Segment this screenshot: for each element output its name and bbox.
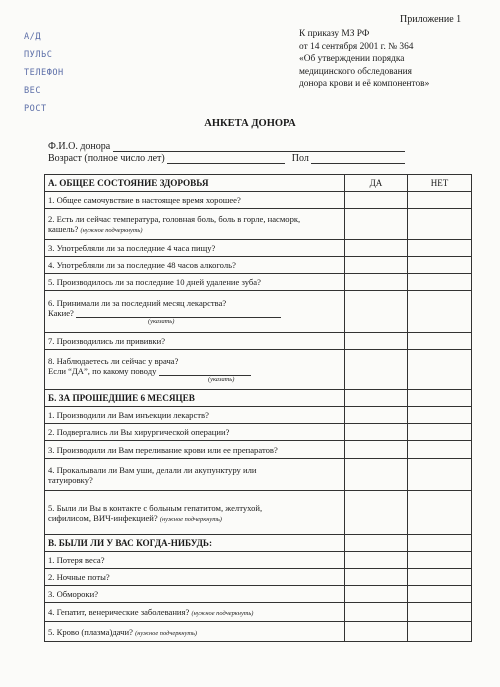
question-line: 5. Были ли Вы в контакте с больным гепатитом, желтухой, bbox=[48, 502, 263, 513]
question-row bbox=[45, 586, 472, 603]
question-line: 4. Гепатит, венерические заболевания? bbox=[48, 607, 190, 617]
question-line: 8. Наблюдаетесь ли сейчас у врача? bbox=[48, 356, 179, 366]
question-text bbox=[45, 491, 345, 535]
no-answer-cell[interactable] bbox=[408, 291, 472, 333]
questionnaire-table bbox=[44, 174, 472, 642]
specify-note: (указать) bbox=[148, 318, 175, 325]
no-answer-cell[interactable] bbox=[408, 586, 472, 603]
hint-note: (нужное подчеркнуть) bbox=[159, 515, 222, 523]
no-answer-cell[interactable] bbox=[408, 257, 472, 274]
hint-note: (нужное подчеркнуть) bbox=[80, 227, 143, 234]
question-line: сифилисом, ВИЧ-инфекцией? bbox=[48, 512, 158, 523]
question-row bbox=[45, 603, 472, 622]
question-text bbox=[45, 569, 345, 586]
question-text bbox=[45, 240, 345, 257]
specify-note: (указать) bbox=[208, 376, 235, 383]
order-line: от 14 сентября 2001 г. № 364 bbox=[299, 41, 414, 52]
question-row bbox=[45, 350, 472, 390]
no-answer-cell[interactable] bbox=[408, 603, 472, 622]
question-line: 4. Прокалывали ли Вам уши, делали ли акупунктуру или bbox=[48, 464, 257, 475]
question-line: 5. Производилось ли за последние 10 дней удаление зуба? bbox=[48, 277, 261, 287]
question-text bbox=[45, 350, 345, 390]
no-answer-cell[interactable] bbox=[408, 209, 472, 240]
hint-note: (нужное подчеркнуть) bbox=[135, 629, 198, 637]
question-text bbox=[45, 333, 345, 350]
section-blank-cell bbox=[408, 535, 472, 552]
question-line: А. ОБЩЕЕ СОСТОЯНИЕ ЗДОРОВЬЯ bbox=[48, 178, 209, 188]
question-row bbox=[45, 192, 472, 209]
question-line: 1. Общее самочувствие в настоящее время хорошее? bbox=[48, 195, 241, 205]
no-answer-cell[interactable] bbox=[408, 407, 472, 424]
no-answer-cell[interactable] bbox=[408, 441, 472, 459]
question-line: Б. ЗА ПРОШЕДШИЕ 6 МЕСЯЦЕВ bbox=[48, 393, 195, 403]
no-answer-cell[interactable] bbox=[408, 274, 472, 291]
no-answer-cell[interactable] bbox=[408, 491, 472, 535]
no-answer-cell[interactable] bbox=[408, 333, 472, 350]
yes-answer-cell[interactable] bbox=[345, 424, 408, 441]
yes-answer-cell[interactable] bbox=[345, 569, 408, 586]
question-text bbox=[45, 459, 345, 491]
section-title bbox=[45, 175, 345, 192]
question-text bbox=[45, 441, 345, 459]
question-row bbox=[45, 622, 472, 642]
yes-answer-cell[interactable] bbox=[345, 407, 408, 424]
question-line: 2. Подвергались ли Вы хирургической операции? bbox=[48, 427, 230, 437]
sex-input-line[interactable] bbox=[311, 153, 405, 164]
order-reference bbox=[299, 28, 429, 91]
question-row bbox=[45, 274, 472, 291]
sex-label: Пол bbox=[291, 153, 309, 164]
name-label: Ф.И.О. донора bbox=[48, 141, 111, 152]
question-line: Какие? bbox=[48, 308, 74, 318]
question-row bbox=[45, 424, 472, 441]
question-row bbox=[45, 407, 472, 424]
vitals-stamp bbox=[24, 28, 64, 118]
question-row bbox=[45, 240, 472, 257]
section-row bbox=[45, 390, 472, 407]
question-line: 6. Принимали ли за последний месяц лекарства? bbox=[48, 298, 227, 308]
question-row bbox=[45, 257, 472, 274]
question-row bbox=[45, 459, 472, 491]
question-line: 3. Производили ли Вам переливание крови или ее препаратов? bbox=[48, 444, 278, 455]
question-line: 5. Кровo (плазма)дачи? bbox=[48, 626, 133, 637]
question-line: татуировку? bbox=[48, 474, 93, 485]
section-blank-cell bbox=[408, 390, 472, 407]
form-title: АНКЕТА ДОНОРА bbox=[204, 118, 296, 129]
yes-answer-cell[interactable] bbox=[345, 192, 408, 209]
order-line: К приказу МЗ РФ bbox=[299, 29, 370, 39]
hint-note: (нужное подчеркнуть) bbox=[191, 610, 254, 617]
order-line: медицинского обследования bbox=[299, 66, 412, 77]
no-column-header: НЕТ bbox=[408, 175, 472, 192]
question-row bbox=[45, 291, 472, 333]
section-title bbox=[45, 390, 345, 407]
no-answer-cell[interactable] bbox=[408, 192, 472, 209]
question-row bbox=[45, 569, 472, 586]
yes-answer-cell[interactable] bbox=[345, 350, 408, 390]
section-row bbox=[45, 535, 472, 552]
section-blank-cell bbox=[345, 535, 408, 552]
question-line: кашель? bbox=[48, 224, 79, 234]
answer-input-line[interactable] bbox=[76, 308, 281, 318]
question-text bbox=[45, 424, 345, 441]
question-row bbox=[45, 209, 472, 240]
stamp-line-pulse: ПУЛЬС bbox=[24, 50, 53, 60]
no-answer-cell[interactable] bbox=[408, 424, 472, 441]
question-text bbox=[45, 209, 345, 240]
question-text bbox=[45, 291, 345, 333]
yes-answer-cell[interactable] bbox=[345, 257, 408, 274]
question-text bbox=[45, 586, 345, 603]
question-text bbox=[45, 552, 345, 569]
name-input-line[interactable] bbox=[113, 141, 405, 152]
question-line: В. БЫЛИ ЛИ У ВАС КОГДА-НИБУДЬ: bbox=[48, 538, 213, 548]
question-row bbox=[45, 441, 472, 459]
no-answer-cell[interactable] bbox=[408, 622, 472, 642]
stamp-line-weight: ВЕС bbox=[24, 86, 42, 96]
no-answer-cell[interactable] bbox=[408, 569, 472, 586]
question-text bbox=[45, 407, 345, 424]
order-line: «Об утверждении порядка bbox=[299, 54, 405, 64]
yes-answer-cell[interactable] bbox=[345, 274, 408, 291]
yes-column-header: ДА bbox=[345, 175, 408, 192]
no-answer-cell[interactable] bbox=[408, 552, 472, 569]
question-line: 3. Употребляли ли за последние 4 часа пищу? bbox=[48, 243, 216, 253]
yes-answer-cell[interactable] bbox=[345, 491, 408, 535]
age-input-line[interactable] bbox=[167, 153, 285, 164]
question-text bbox=[45, 603, 345, 622]
name-field[interactable] bbox=[48, 141, 405, 152]
question-row bbox=[45, 333, 472, 350]
question-line: 4. Употребляли ли за последние 48 часов алкоголь? bbox=[48, 260, 236, 270]
no-answer-cell[interactable] bbox=[408, 459, 472, 491]
question-line: 3. Обмороки? bbox=[48, 589, 99, 599]
yes-answer-cell[interactable] bbox=[345, 552, 408, 569]
stamp-line-bp: А/Д bbox=[24, 32, 42, 42]
section-blank-cell bbox=[345, 390, 408, 407]
no-answer-cell[interactable] bbox=[408, 350, 472, 390]
answer-input-line[interactable] bbox=[159, 366, 251, 376]
question-text bbox=[45, 622, 345, 642]
yes-answer-cell[interactable] bbox=[345, 622, 408, 642]
question-line: 7. Производились ли прививки? bbox=[48, 336, 166, 346]
yes-answer-cell[interactable] bbox=[345, 209, 408, 240]
appendix-label: Приложение 1 bbox=[400, 14, 462, 25]
yes-answer-cell[interactable] bbox=[345, 586, 408, 603]
age-label: Возраст (полное число лет) bbox=[48, 153, 165, 164]
yes-answer-cell[interactable] bbox=[345, 441, 408, 459]
question-line: 2. Ночные поты? bbox=[48, 572, 110, 582]
age-sex-field bbox=[48, 153, 405, 164]
question-line: 1. Потеря веса? bbox=[48, 555, 105, 565]
yes-answer-cell[interactable] bbox=[345, 291, 408, 333]
question-text bbox=[45, 192, 345, 209]
stamp-line-phone: ТЕЛЕФОН bbox=[24, 68, 64, 78]
question-row bbox=[45, 491, 472, 535]
question-text bbox=[45, 257, 345, 274]
question-line: 2. Есть ли сейчас температура, головная боль, боль в горле, насморк, bbox=[48, 214, 301, 224]
no-answer-cell[interactable] bbox=[408, 240, 472, 257]
section-title bbox=[45, 535, 345, 552]
yes-answer-cell[interactable] bbox=[345, 459, 408, 491]
yes-answer-cell[interactable] bbox=[345, 333, 408, 350]
question-line: 1. Производили ли Вам инъекции лекарств? bbox=[48, 410, 209, 420]
section-row bbox=[45, 175, 472, 192]
yes-answer-cell[interactable] bbox=[345, 603, 408, 622]
question-row bbox=[45, 552, 472, 569]
question-line: Если “ДА”, по какому поводу bbox=[48, 366, 157, 376]
order-line: донора крови и её компонентов» bbox=[299, 79, 430, 89]
yes-answer-cell[interactable] bbox=[345, 240, 408, 257]
stamp-line-height: РОСТ bbox=[24, 104, 47, 114]
question-text bbox=[45, 274, 345, 291]
